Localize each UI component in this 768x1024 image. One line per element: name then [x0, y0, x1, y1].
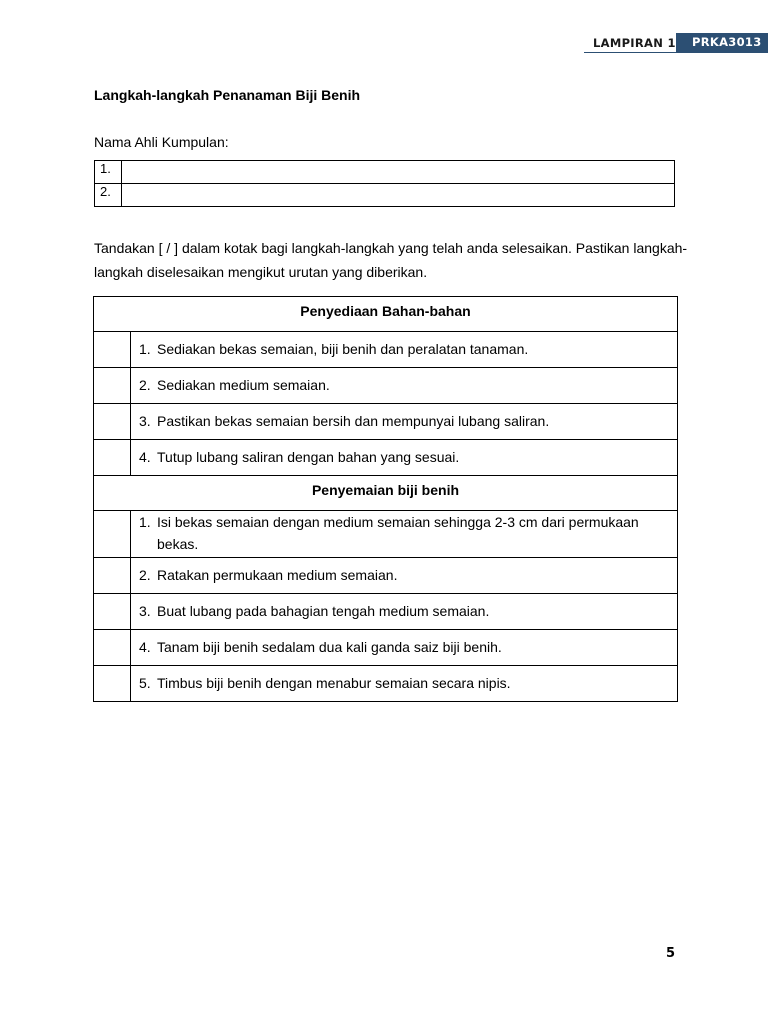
instruction-text: Tandakan [ / ] dalam kotak bagi langkah-langkah yang telah anda selesaikan. Pastikan langkah-langkah diselesaikan mengikut urutan yang diberikan.: [94, 240, 688, 280]
step-number: 3.: [139, 603, 151, 619]
checklist-row: [94, 594, 678, 630]
step-text: Sediakan bekas semaian, biji benih dan peralatan tanaman.: [157, 341, 529, 357]
checklist-row: [94, 332, 678, 368]
page-number: 5: [666, 946, 676, 961]
step-number: 2.: [139, 377, 151, 393]
checkbox-cell[interactable]: [94, 594, 131, 630]
step-cell: [131, 511, 678, 558]
step-text: Isi bekas semaian dengan medium semaian sehingga 2-3 cm dari permukaan bekas.: [157, 514, 639, 552]
member-row: [95, 184, 675, 207]
section-heading: Penyediaan Bahan-bahan: [94, 297, 678, 332]
step-text: Timbus biji benih dengan menabur semaian secara nipis.: [157, 675, 511, 691]
step-cell: [131, 630, 678, 666]
member-name-field[interactable]: [122, 161, 675, 184]
course-code-badge: PRKA3013: [676, 33, 768, 52]
checklist-row: [94, 404, 678, 440]
member-number: 1.: [95, 161, 122, 184]
header-divider: [584, 52, 768, 53]
step-cell: [131, 440, 678, 476]
member-name-field[interactable]: [122, 184, 675, 207]
step-number: 5.: [139, 675, 151, 691]
step-cell: [131, 558, 678, 594]
members-label: Nama Ahli Kumpulan:: [94, 134, 229, 150]
checklist-row: [94, 558, 678, 594]
checkbox-cell[interactable]: [94, 666, 131, 702]
checkbox-cell[interactable]: [94, 368, 131, 404]
checkbox-cell[interactable]: [94, 558, 131, 594]
checklist-row: [94, 630, 678, 666]
step-number: 3.: [139, 413, 151, 429]
checkbox-cell[interactable]: [94, 511, 131, 558]
checklist-row: [94, 440, 678, 476]
page-title: Langkah-langkah Penanaman Biji Benih: [94, 87, 361, 103]
member-row: [95, 161, 675, 184]
checklist-row: [94, 511, 678, 558]
step-number: 4.: [139, 639, 151, 655]
step-cell: [131, 404, 678, 440]
step-text: Tanam biji benih sedalam dua kali ganda saiz biji benih.: [157, 639, 502, 655]
checklist-row: [94, 368, 678, 404]
appendix-label: LAMPIRAN 1: [593, 36, 676, 50]
checkbox-cell[interactable]: [94, 332, 131, 368]
step-cell: [131, 666, 678, 702]
member-number: 2.: [95, 184, 122, 207]
checkbox-cell[interactable]: [94, 404, 131, 440]
checkbox-cell[interactable]: [94, 440, 131, 476]
step-text: Sediakan medium semaian.: [157, 377, 330, 393]
step-number: 4.: [139, 449, 151, 465]
checklist-row: [94, 666, 678, 702]
members-table: [94, 160, 675, 207]
step-number: 1.: [139, 514, 151, 530]
step-cell: [131, 332, 678, 368]
step-cell: [131, 368, 678, 404]
step-cell: [131, 594, 678, 630]
section-heading: Penyemaian biji benih: [94, 476, 678, 511]
step-number: 1.: [139, 341, 151, 357]
step-text: Ratakan permukaan medium semaian.: [157, 567, 398, 583]
step-number: 2.: [139, 567, 151, 583]
steps-checklist-table: [93, 296, 678, 702]
step-text: Pastikan bekas semaian bersih dan mempunyai lubang saliran.: [157, 413, 550, 429]
step-text: Tutup lubang saliran dengan bahan yang sesuai.: [157, 449, 460, 465]
checkbox-cell[interactable]: [94, 630, 131, 666]
step-text: Buat lubang pada bahagian tengah medium semaian.: [157, 603, 490, 619]
